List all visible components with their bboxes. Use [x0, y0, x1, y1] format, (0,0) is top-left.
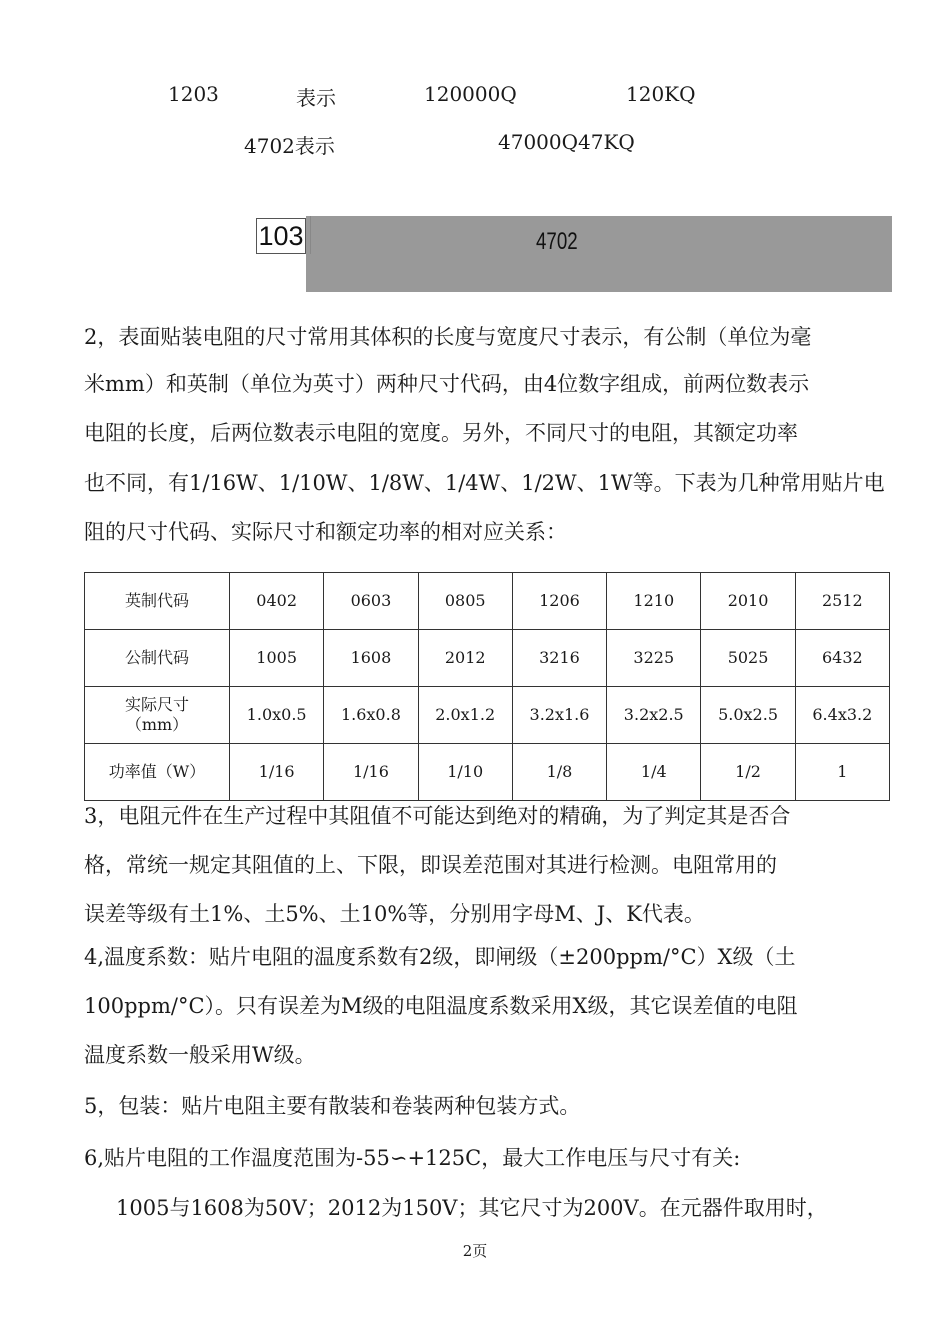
para2-line-3: 电阻的长度，后两位数表示电阻的宽度。另外，不同尺寸的电阻，其额定功率	[84, 421, 798, 445]
resistor-bar-label: 4702	[536, 228, 578, 255]
para2-line-1: 2，表面贴装电阻的尺寸常用其体积的长度与宽度尺寸表示，有公制（单位为毫	[84, 325, 812, 349]
para2-line-2: 米mm）和英制（单位为英寸）两种尺寸代码，由4位数字组成，前两位数表示	[84, 372, 810, 396]
row-header-line-2: （mm）	[125, 715, 189, 734]
table-row	[85, 573, 890, 630]
para4-line-3: 温度系数一般采用W级。	[84, 1043, 316, 1067]
table-cell: 2512	[795, 573, 889, 630]
example-word: 表示	[296, 86, 336, 110]
para3-line-2: 格，常统一规定其阻值的上、下限，即误差范围对其进行检测。电阻常用的	[84, 853, 777, 877]
table-cell: 2012	[418, 630, 512, 687]
table-cell: 1005	[230, 630, 324, 687]
table-cell: 1/16	[230, 744, 324, 801]
resistor-gray-bar	[306, 216, 892, 292]
table-cell: 3.2x1.6	[512, 687, 606, 744]
table-cell: 1.6x0.8	[324, 687, 418, 744]
table-cell: 1/4	[607, 744, 701, 801]
row-header	[85, 687, 230, 744]
table-cell: 2010	[701, 573, 795, 630]
table-row	[85, 687, 890, 744]
table-cell: 1.0x0.5	[230, 687, 324, 744]
table-cell: 6.4x3.2	[795, 687, 889, 744]
resistor-code-box: 103	[256, 218, 306, 254]
example-short: 120KQ	[626, 82, 696, 106]
table-cell: 3225	[607, 630, 701, 687]
para6-line-2: 1005与1608为50V；2012为150V；其它尺寸为200V。在元器件取用时，	[116, 1196, 828, 1220]
para5-line: 5，包装：贴片电阻主要有散装和卷装两种包装方式。	[84, 1094, 581, 1118]
table-cell: 0603	[324, 573, 418, 630]
para6-line-1: 6,贴片电阻的工作温度范围为-55∽+125C，最大工作电压与尺寸有关:	[84, 1146, 741, 1170]
table-cell: 1	[795, 744, 889, 801]
table-cell: 5025	[701, 630, 795, 687]
para4-line-2: 100ppm/°C）。只有误差为M级的电阻温度系数采用X级，其它误差值的电阻	[84, 994, 798, 1018]
table-cell: 1/16	[324, 744, 418, 801]
para2-line-5: 阻的尺寸代码、实际尺寸和额定功率的相对应关系：	[84, 520, 567, 544]
table-cell: 1/10	[418, 744, 512, 801]
row-header: 功率值（W）	[85, 744, 230, 801]
table-cell: 1/2	[701, 744, 795, 801]
example-code-1203: 1203	[168, 82, 219, 106]
para3-line-1: 3，电阻元件在生产过程中其阻值不可能达到绝对的精确，为了判定其是否合	[84, 804, 791, 828]
table-cell: 3216	[512, 630, 606, 687]
table-cell: 5.0x2.5	[701, 687, 795, 744]
table-cell: 1608	[324, 630, 418, 687]
para3-line-3: 误差等级有土1%、土5%、土10%等，分别用字母M、J、K代表。	[84, 902, 705, 926]
table-cell: 1206	[512, 573, 606, 630]
table-cell: 1210	[607, 573, 701, 630]
table-cell: 2.0x1.2	[418, 687, 512, 744]
page-number: 2页	[462, 1242, 488, 1260]
table-row	[85, 630, 890, 687]
table-cell: 0402	[230, 573, 324, 630]
table-row	[85, 744, 890, 801]
para2-line-4: 也不同，有1/16W、1/10W、1/8W、1/4W、1/2W、1W等。下表为几种常用贴片电	[84, 471, 885, 495]
table-cell: 6432	[795, 630, 889, 687]
row-header-line-1: 实际尺寸	[124, 695, 189, 714]
example-code-4702: 4702表示	[244, 134, 335, 158]
example-value-4702: 47000Q47KQ	[498, 130, 635, 154]
table-cell: 1/8	[512, 744, 606, 801]
para4-line-1: 4,温度系数：贴片电阻的温度系数有2级，即闸级（±200ppm/°C）X级（土	[84, 945, 796, 969]
table-cell: 3.2x2.5	[607, 687, 701, 744]
resistor-size-table	[84, 572, 890, 801]
row-header: 英制代码	[85, 573, 230, 630]
table-cell: 0805	[418, 573, 512, 630]
example-value: 120000Q	[424, 82, 517, 106]
row-header: 公制代码	[85, 630, 230, 687]
